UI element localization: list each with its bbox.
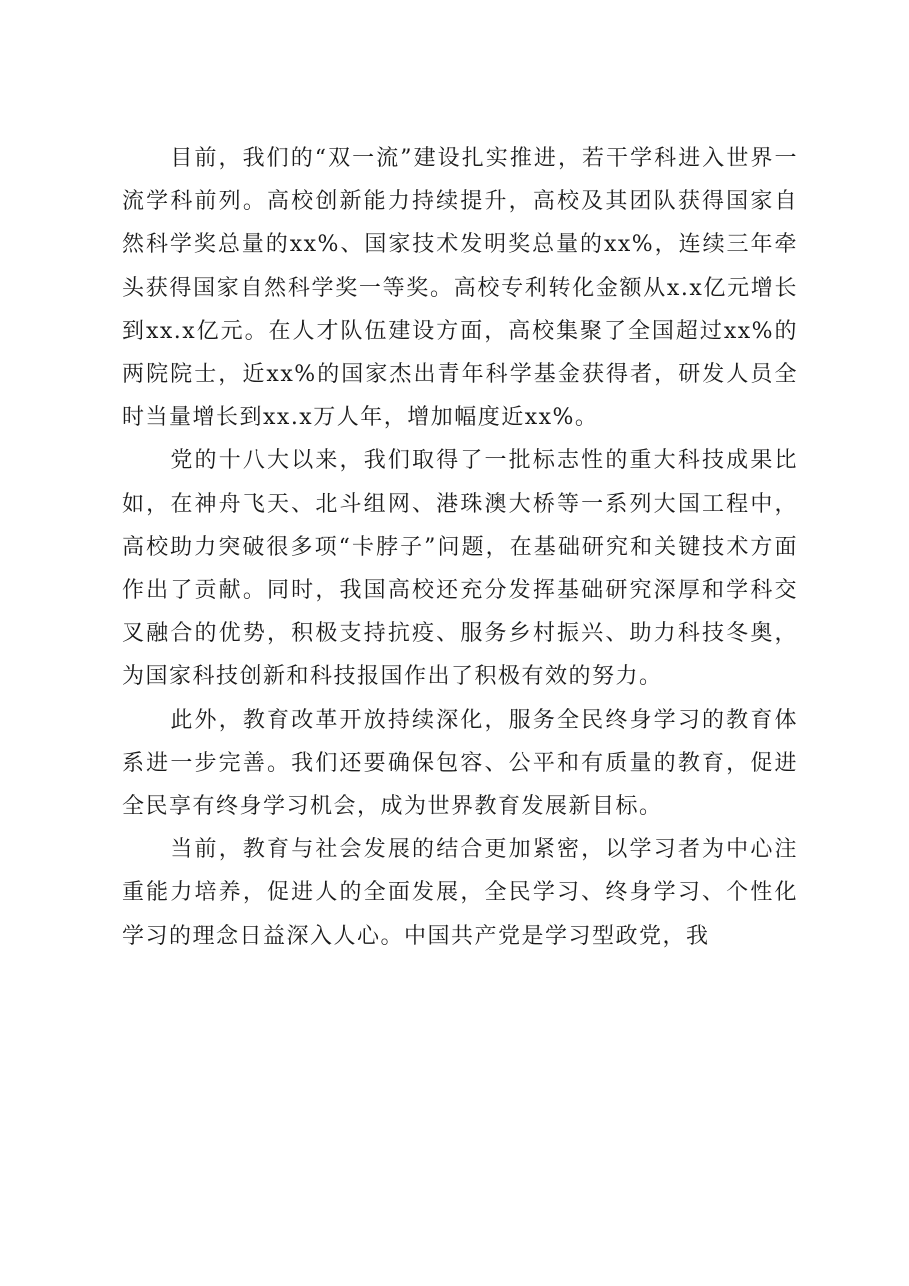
paragraph-1: 目前，我们的“双一流”建设扎实推进，若干学科进入世界一流学科前列。高校创新能力持续提升，高校及其团队获得国家自然科学奖总量的xx%、国家技术发明奖总量的xx%，连续三年牵头获得国家自然科学奖一等奖。高校专利转化金额从x.x亿元增长到xx.x亿元。在人才队伍建设方面，高校集聚了全国超过xx%的两院院士，近xx%的国家杰出青年科学基金获得者，研发人员全时当量增长到xx.x万人年，增加幅度近xx%。 bbox=[122, 146, 798, 431]
paragraph-4: 当前，教育与社会发展的结合更加紧密，以学习者为中心注重能力培养，促进人的全面发展，全民学习、终身学习、个性化学习的理念日益深入人心。中国共产党是学习型政党，我 bbox=[122, 837, 798, 949]
paragraph-2: 党的十八大以来，我们取得了一批标志性的重大科技成果比如，在神舟飞天、北斗组网、港珠澳大桥等一系列大国工程中，高校助力突破很多项“卡脖子”问题，在基础研究和关键技术方面作出了贡献。同时，我国高校还充分发挥基础研究深厚和学科交叉融合的优势，积极支持抗疫、服务乡村振兴、助力科技冬奥，为国家科技创新和科技报国作出了积极有效的努力。 bbox=[122, 448, 798, 690]
document-body bbox=[122, 137, 798, 958]
paragraph-3: 此外，教育改革开放持续深化，服务全民终身学习的教育体系进一步完善。我们还要确保包容、公平和有质量的教育，促进全民享有终身学习机会，成为世界教育发展新目标。 bbox=[122, 707, 798, 820]
